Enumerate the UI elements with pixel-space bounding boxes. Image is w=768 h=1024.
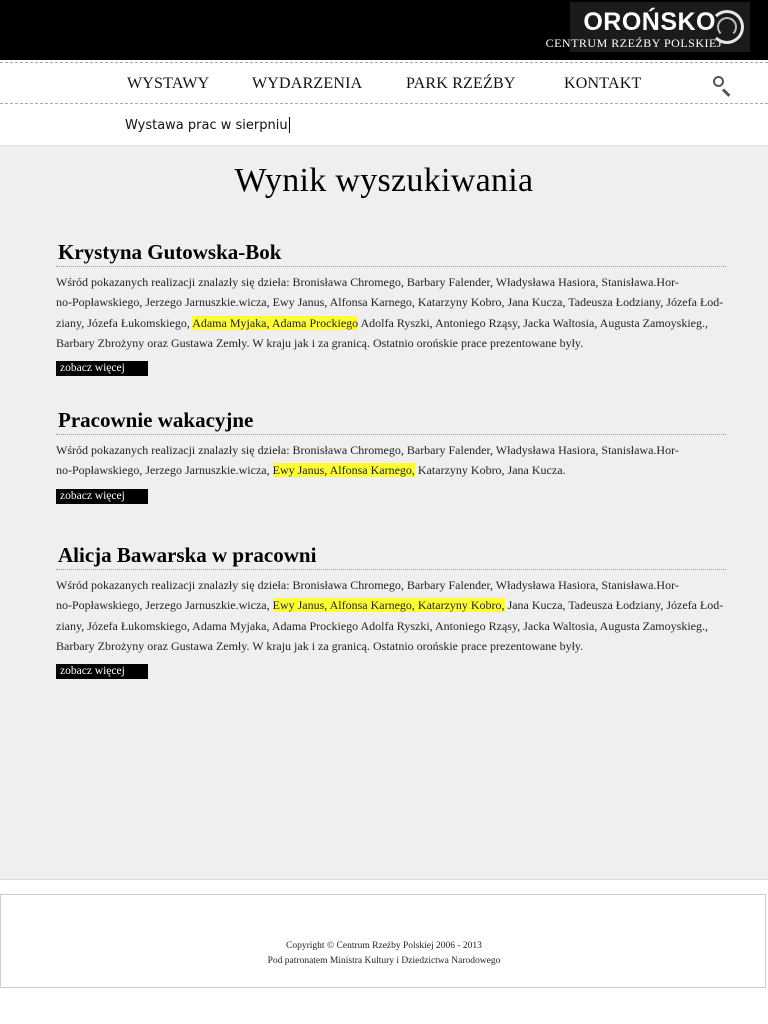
- excerpt-text: Adolfa Ryszki, Antoniego Rząsy, Jacka Waltosia, Augusta Zamoyskieg.,: [358, 315, 708, 330]
- logo-subtitle: CENTRUM RZEŹBY POLSKIEJ: [545, 36, 722, 50]
- nav-item-wydarzenia[interactable]: WYDARZENIA: [252, 75, 363, 92]
- excerpt-text: no-Popławskiego, Jerzego Jarnuszkie.wicza,: [56, 598, 273, 613]
- page-title: Wynik wyszukiwania: [234, 162, 534, 199]
- excerpt-text: no-Popławskiego, Jerzego Jarnuszkie.wicza, Ewy Janus, Alfonsa Karnego, Katarzyny Kobro, Jana Kucza, Tadeusza Łodziany, Józefa Łod-: [56, 295, 724, 310]
- nav-item-kontakt[interactable]: KONTAKT: [564, 75, 642, 92]
- search-results-panel: [0, 145, 768, 880]
- search-result: [56, 240, 726, 376]
- result-divider: [56, 266, 726, 267]
- search-match-highlight: Adama Myjaka, Adama Prockiego: [192, 315, 359, 330]
- footer-copyright: Copyright © Centrum Rzeźby Polskiej 2006 - 2013: [286, 941, 482, 951]
- result-excerpt: [56, 575, 726, 656]
- search-input[interactable]: [125, 114, 625, 136]
- see-more-button[interactable]: zobacz więcej: [56, 664, 148, 679]
- search-icon[interactable]: [710, 73, 734, 97]
- excerpt-text: Barbary Zbrożyny oraz Gustawa Zemły. W kraju jak i za granicą. Ostatnio orońskie prace prezentowane były.: [56, 335, 584, 350]
- result-title[interactable]: Pracownie wakacyjne: [58, 408, 254, 432]
- result-excerpt: [56, 272, 726, 353]
- main-navigation: [0, 62, 768, 104]
- nav-item-wystawy[interactable]: WYSTAWY: [127, 75, 210, 92]
- site-logo[interactable]: [545, 2, 750, 52]
- logo-wordmark: OROŃSKO: [583, 8, 716, 36]
- excerpt-text: Wśród pokazanych realizacji znalazły się dzieła: Bronisława Chromego, Barbary Falender, Władysława Hasiora, Stanisława.Hor-: [56, 443, 679, 457]
- excerpt-text: no-Popławskiego, Jerzego Jarnuszkie.wicza,: [56, 463, 273, 478]
- result-title[interactable]: Alicja Bawarska w pracowni: [58, 543, 317, 567]
- footer-patronage: Pod patronatem Ministra Kultury i Dziedzictwa Narodowego: [267, 956, 501, 966]
- see-more-button[interactable]: zobacz więcej: [56, 489, 148, 504]
- excerpt-text: ziany, Józefa Łukomskiego, Adama Myjaka, Adama Prockiego Adolfa Ryszki, Antoniego Rząsy, Jacka Waltosia, Augusta Zamoyskieg.,: [56, 618, 708, 633]
- excerpt-text: ziany, Józefa Łukomskiego,: [56, 315, 193, 330]
- search-result: [56, 543, 726, 679]
- see-more-button[interactable]: zobacz więcej: [56, 361, 148, 376]
- result-excerpt: [56, 440, 726, 481]
- search-result: [56, 408, 726, 504]
- search-bar: [0, 105, 768, 145]
- page-footer: [0, 894, 766, 988]
- search-match-highlight: Ewy Janus, Alfonsa Karnego, Katarzyny Kobro,: [272, 598, 505, 613]
- top-header: [0, 0, 768, 60]
- result-divider: [56, 569, 726, 570]
- excerpt-text: Katarzyny Kobro, Jana Kucza.: [414, 463, 566, 478]
- logo-inner-ring-icon: [717, 17, 737, 37]
- result-divider: [56, 434, 726, 435]
- result-title[interactable]: Krystyna Gutowska-Bok: [58, 240, 282, 264]
- excerpt-text: Wśród pokazanych realizacji znalazły się dzieła: Bronisława Chromego, Barbary Falender, Władysława Hasiora, Stanisława.Hor-: [56, 275, 679, 289]
- text-caret: [289, 117, 290, 133]
- excerpt-text: Barbary Zbrożyny oraz Gustawa Zemły. W kraju jak i za granicą. Ostatnio orońskie prace prezentowane były.: [56, 638, 584, 653]
- excerpt-text: Wśród pokazanych realizacji znalazły się dzieła: Bronisława Chromego, Barbary Falender, Władysława Hasiora, Stanisława.Hor-: [56, 578, 679, 592]
- nav-item-park-rzezby[interactable]: PARK RZEŹBY: [406, 75, 516, 92]
- search-match-highlight: Ewy Janus, Alfonsa Karnego,: [272, 463, 415, 478]
- excerpt-text: Jana Kucza, Tadeusza Łodziany, Józefa Łod-: [504, 598, 724, 613]
